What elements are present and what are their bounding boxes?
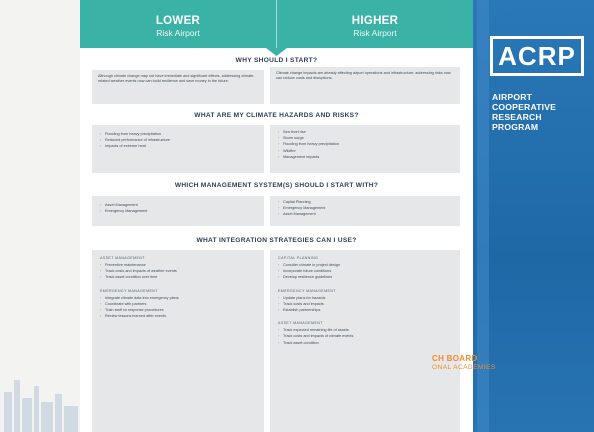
strategy-item: › Coordinate with partners <box>105 301 256 307</box>
why-higher-box <box>270 67 460 104</box>
program-line: RESEARCH <box>492 112 542 122</box>
section-why-heading: WHY SHOULD I START? <box>235 57 318 64</box>
strategy-item: › Track asset condition over time <box>105 274 256 280</box>
section-strategies-heading: WHAT INTEGRATION STRATEGIES CAN I USE? <box>196 237 357 244</box>
lower-risk-column-header <box>80 15 276 38</box>
higher-risk-subtitle: Risk Airport <box>353 28 397 38</box>
strategies-higher-box <box>270 250 460 432</box>
strategy-group-title: EMERGENCY MANAGEMENT <box>100 288 158 293</box>
academies-text: ONAL ACADEMIES <box>432 364 496 371</box>
higher-risk-column-header <box>277 15 473 38</box>
systems-higher-box <box>270 196 460 226</box>
why-higher-text: Climate change impacts are already affecting airport operations and infrastructure; addressing risks now can reduce costs and disruptions. <box>276 71 451 81</box>
guide-page <box>80 0 473 432</box>
program-line: COOPERATIVE <box>492 102 557 112</box>
system-lower-item: › Emergency Management <box>105 208 256 214</box>
system-higher-item: › Asset Management <box>283 211 452 217</box>
strategy-group-title: ASSET MANAGEMENT <box>278 321 323 326</box>
section-hazards-heading: WHAT ARE MY CLIMATE HAZARDS AND RISKS? <box>194 112 359 119</box>
strategy-group-title: ASSET MANAGEMENT <box>100 256 145 260</box>
why-lower-text: Although climate change may not have immediate and significant effects, addressing climate-related weather events now can build resilience and save money in the future. <box>98 74 255 84</box>
lower-risk-title: LOWER <box>155 15 201 27</box>
section-systems-heading: WHICH MANAGEMENT SYSTEM(S) SHOULD I START WITH? <box>174 182 379 189</box>
strategy-group-title: EMERGENCY MANAGEMENT <box>278 288 336 293</box>
system-higher-item: › Emergency Management <box>283 205 452 211</box>
research-board-text: CH BOARD <box>432 354 478 363</box>
hazard-lower-item: › Reduced performance of infrastructure <box>105 137 256 143</box>
strategies-lower-box <box>92 250 264 432</box>
lower-risk-subtitle: Risk Airport <box>156 28 200 38</box>
systems-lower-box <box>92 196 264 226</box>
strategy-item: › Track costs and impacts of weather events <box>105 268 256 274</box>
strategy-item: › Track expected remaining life of assets <box>283 327 452 333</box>
higher-risk-title: HIGHER <box>351 15 399 27</box>
hazard-higher-item: › Flooding from heavy precipitation <box>283 141 452 147</box>
risk-level-header <box>80 0 473 48</box>
strategy-item: › Train staff on response procedures <box>105 307 256 313</box>
strategy-item: › Update plans for hazards <box>283 295 452 301</box>
system-higher-item: › Capital Planning <box>283 199 452 205</box>
program-line: PROGRAM <box>492 122 539 132</box>
strategy-item: › Establish partnerships <box>283 307 452 313</box>
hazard-higher-item: › Storm surge <box>283 135 452 141</box>
hazards-higher-box <box>270 125 460 173</box>
city-skyline-illustration <box>0 340 100 432</box>
why-lower-box <box>92 70 264 104</box>
strategy-item: › Preventive maintenance <box>105 262 256 268</box>
program-name <box>492 92 556 132</box>
system-lower-item: › Asset Management <box>105 202 256 208</box>
acrp-logo: ACRP <box>490 36 584 76</box>
strategy-item: › Track costs and impacts of climate events <box>283 333 452 339</box>
program-line: AIRPORT <box>492 92 533 102</box>
hazard-higher-item: › Sea level rise <box>283 129 452 135</box>
strategy-item: › Consider climate in project design <box>283 262 452 268</box>
hazard-lower-item: › Flooding from heavy precipitation <box>105 131 256 137</box>
hazards-lower-box <box>92 125 264 173</box>
strategy-item: › Incorporate future conditions <box>283 268 452 274</box>
hazard-higher-item: › Wildfire <box>283 148 452 154</box>
hazard-lower-item: › Impacts of extreme heat <box>105 143 256 149</box>
strategy-item: › Develop resilience guidelines <box>283 274 452 280</box>
strategy-item: › Integrate climate data into emergency plans <box>105 295 256 301</box>
hazard-higher-item: › Management impacts <box>283 154 452 160</box>
strategy-item: › Track asset condition <box>283 340 452 346</box>
strategy-item: › Track costs and impacts <box>283 301 452 307</box>
strategy-group-title: CAPITAL PLANNING <box>278 256 319 260</box>
strategy-item: › Review lessons learned after events <box>105 313 256 319</box>
